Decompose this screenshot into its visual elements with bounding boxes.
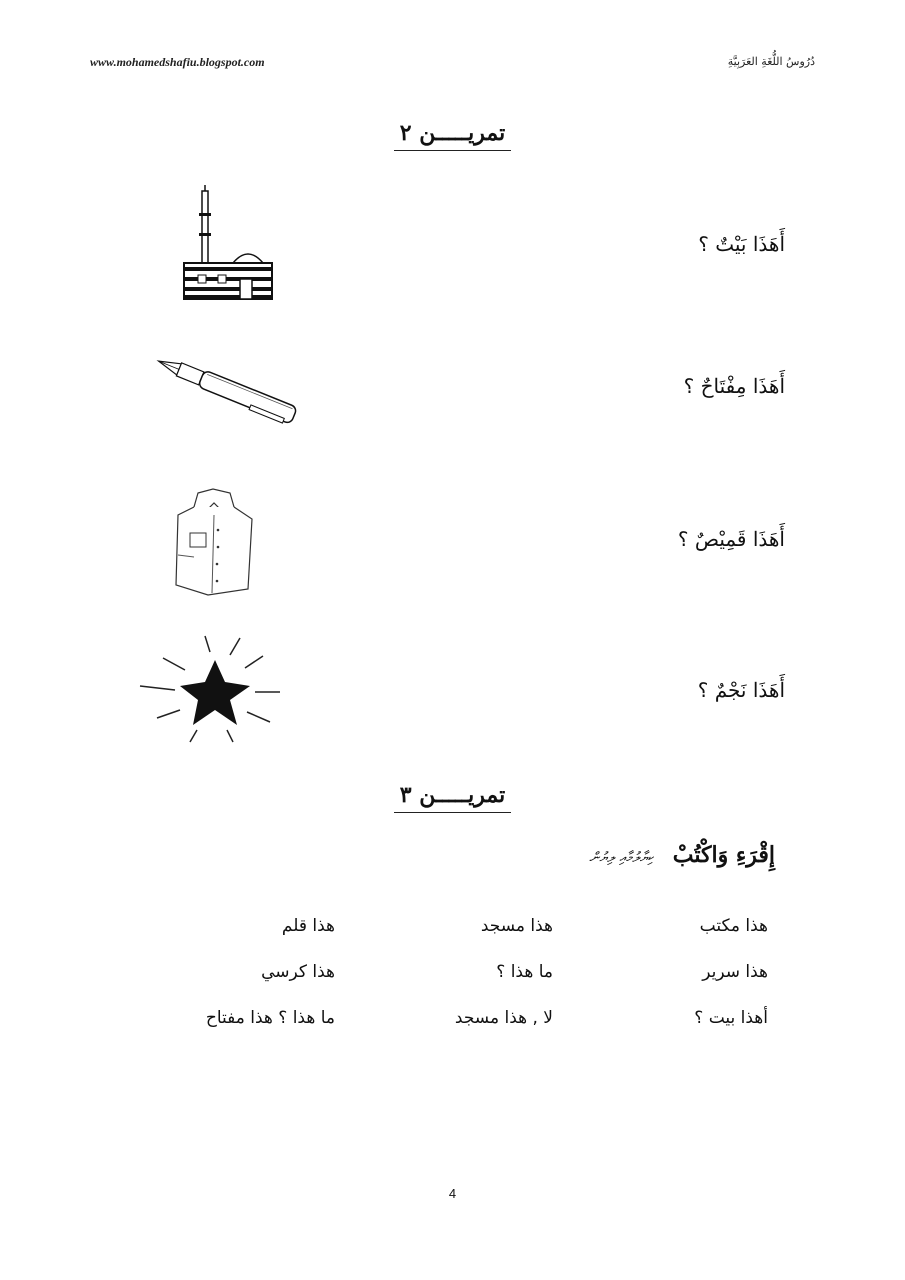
instruction-line (589, 842, 775, 868)
sentence-cell: ما هذا ؟ (496, 962, 553, 982)
pen-icon (145, 350, 315, 430)
question-2: أَهَذَا مِفْتَاحٌ ؟ (683, 374, 785, 398)
mosque-icon (178, 183, 278, 308)
sentence-cell: هذا سرير (702, 962, 768, 982)
sentence-cell: هذا قلم (281, 916, 335, 936)
header-url[interactable]: www.mohamedshafiu.blogspot.com (90, 55, 265, 69)
sentence-cell: هذا مكتب (699, 916, 768, 936)
exercise-3-title: تمريـــــن ٣ (394, 782, 512, 813)
question-3: أَهَذَا قَمِيْصٌ ؟ (677, 527, 785, 551)
exercise-2-title: تمريـــــن ٢ (394, 120, 512, 151)
exercise-2-heading (0, 120, 905, 151)
sentence-cell: أهذا بيت ؟ (694, 1008, 768, 1028)
exercise-3-heading (0, 782, 905, 813)
question-4: أَهَذَا نَجْمٌ ؟ (697, 678, 785, 702)
sentence-cell: هذا كرسي (261, 962, 335, 982)
shirt-icon (168, 485, 263, 600)
star-icon (135, 630, 290, 745)
page-number: 4 (448, 1186, 457, 1201)
sentence-cell: لا , هذا مسجد (454, 1008, 553, 1028)
sentence-cell: ما هذا ؟ هذا مفتاح (205, 1008, 335, 1028)
question-1: أَهَذَا بَيْتٌ ؟ (698, 232, 785, 256)
instruction-text: إِقْرَءِ وَاكْتُبْ (672, 842, 775, 868)
sentence-cell: هذا مسجد (480, 916, 553, 936)
instruction-note: ކިޔާލުމާއި ލިޔުން (589, 850, 654, 866)
header-title: دُرُوسُ اللُّغَةِ العَرَبِيَّةِ (727, 55, 815, 68)
